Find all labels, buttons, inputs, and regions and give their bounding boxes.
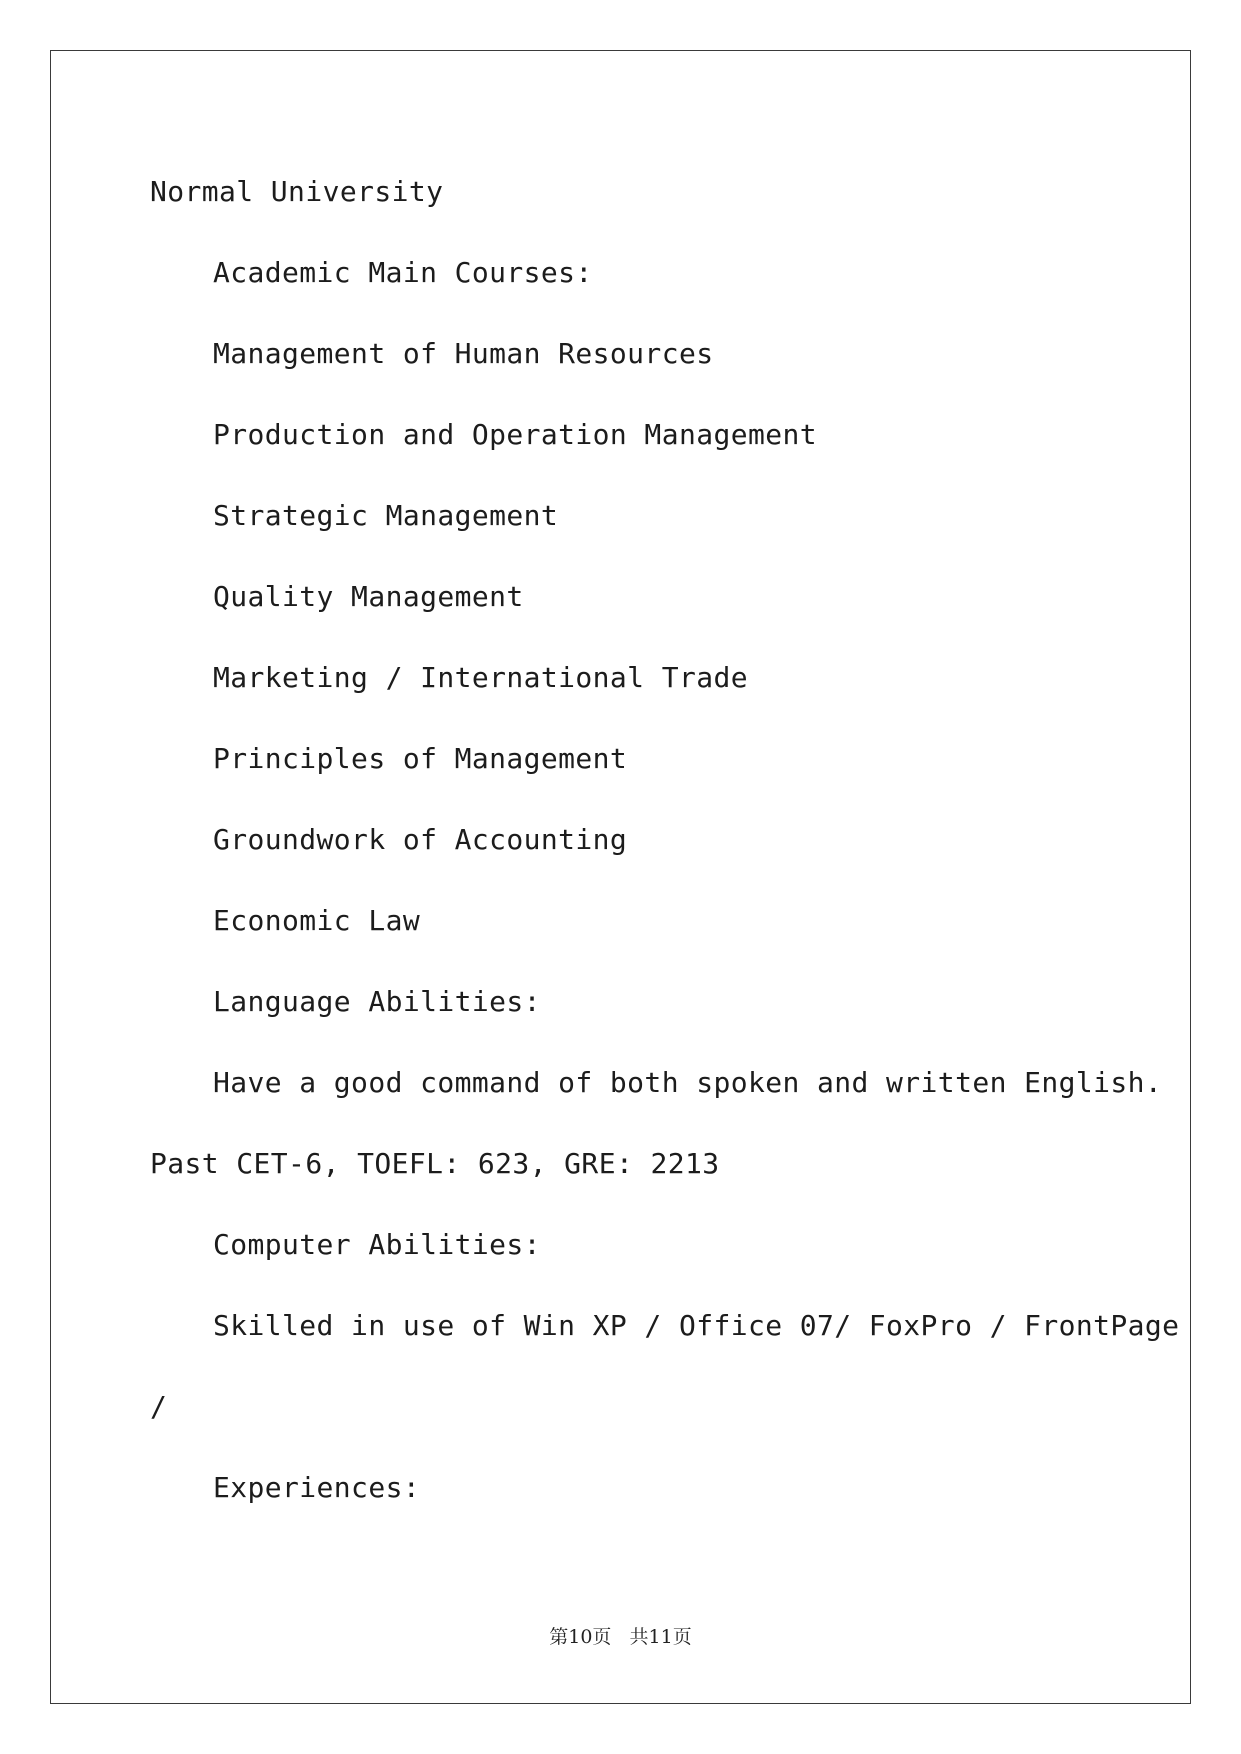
paragraph-line: / bbox=[150, 1390, 168, 1423]
section-heading-computer-abilities: Computer Abilities: bbox=[213, 1228, 541, 1261]
section-heading-academic-courses: Academic Main Courses: bbox=[213, 256, 593, 289]
page-number-footer: 第10页 共11页 bbox=[549, 1626, 692, 1648]
course-item: Production and Operation Management bbox=[213, 418, 818, 451]
course-item: Marketing / International Trade bbox=[213, 661, 748, 694]
paragraph-line: Have a good command of both spoken and written English. bbox=[213, 1066, 1163, 1099]
section-heading-experiences: Experiences: bbox=[213, 1471, 421, 1504]
section-heading-language-abilities: Language Abilities: bbox=[213, 985, 541, 1018]
paragraph-line: Skilled in use of Win XP / Office 07/ FoxPro / FrontPage bbox=[213, 1309, 1180, 1342]
course-item: Principles of Management bbox=[213, 742, 628, 775]
page-border bbox=[50, 50, 1191, 1704]
course-item: Quality Management bbox=[213, 580, 524, 613]
paragraph-line: Past CET-6, TOEFL: 623, GRE: 2213 bbox=[150, 1147, 720, 1180]
course-item: Management of Human Resources bbox=[213, 337, 714, 370]
text-line-institution: Normal University bbox=[150, 175, 444, 208]
course-item: Economic Law bbox=[213, 904, 421, 937]
course-item: Strategic Management bbox=[213, 499, 559, 532]
course-item: Groundwork of Accounting bbox=[213, 823, 628, 856]
